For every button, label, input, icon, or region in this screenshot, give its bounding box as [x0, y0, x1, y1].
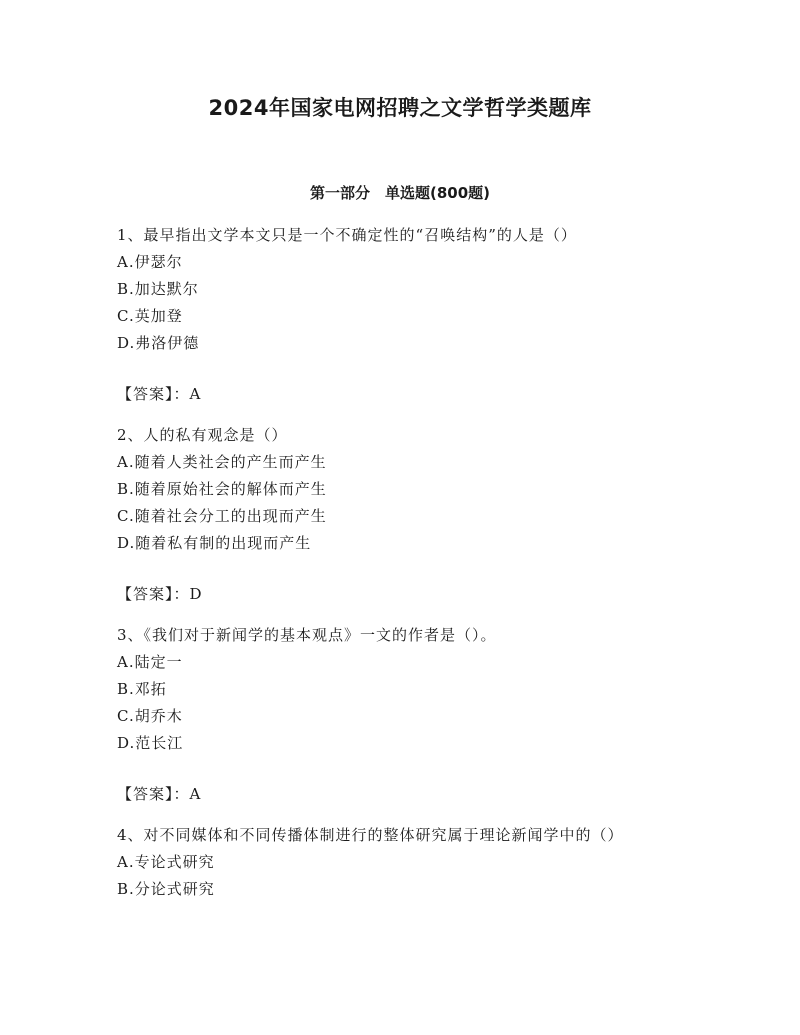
option-a: A.随着人类社会的产生而产生	[117, 453, 327, 471]
option-a: A.专论式研究	[117, 853, 215, 871]
question-2	[117, 422, 687, 608]
question-text: 2、人的私有观念是（）	[117, 426, 288, 444]
option-a: A.伊瑟尔	[117, 253, 183, 271]
question-1	[117, 222, 687, 408]
option-c: C.胡乔木	[117, 707, 183, 725]
option-d: D.范长江	[117, 734, 184, 752]
question-text: 4、对不同媒体和不同传播体制进行的整体研究属于理论新闻学中的（）	[117, 826, 624, 844]
question-4	[117, 822, 687, 903]
section-title: 第一部分 单选题(800题)	[309, 184, 491, 202]
answer-label: 【答案】：D	[117, 585, 203, 603]
option-b: B.加达默尔	[117, 280, 199, 298]
option-b: B.分论式研究	[117, 880, 215, 898]
option-c: C.随着社会分工的出现而产生	[117, 507, 327, 525]
answer-label: 【答案】：A	[117, 785, 202, 803]
question-text: 3、《我们对于新闻学的基本观点》一文的作者是（）。	[117, 626, 497, 644]
question-3	[117, 622, 687, 808]
answer-label: 【答案】：A	[117, 385, 202, 403]
option-d: D.随着私有制的出现而产生	[117, 534, 312, 552]
option-a: A.陆定一	[117, 653, 183, 671]
document-title: 2024年国家电网招聘之文学哲学类题库	[208, 96, 592, 120]
question-text: 1、最早指出文学本文只是一个不确定性的“召唤结构”的人是（）	[117, 226, 577, 244]
option-b: B.邓拓	[117, 680, 167, 698]
option-c: C.英加登	[117, 307, 183, 325]
question-list	[117, 222, 687, 903]
option-d: D.弗洛伊德	[117, 334, 200, 352]
option-b: B.随着原始社会的解体而产生	[117, 480, 327, 498]
